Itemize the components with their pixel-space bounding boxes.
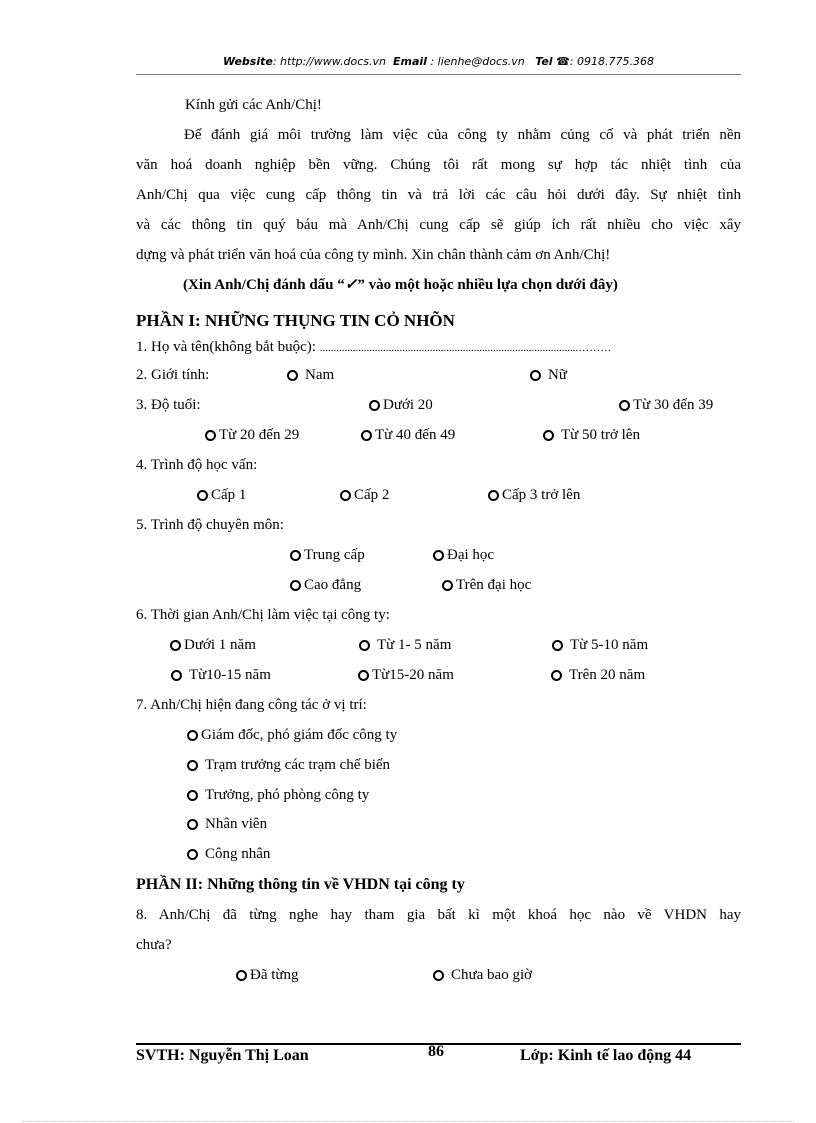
option-40-49[interactable] (361, 426, 455, 444)
radio-bullet-icon (187, 819, 198, 830)
option-label: Trưởng, phó phòng công ty (205, 787, 370, 803)
q3-label: 3. Độ tuổi: (136, 397, 201, 413)
option-label: Trên đại học (456, 577, 532, 593)
option-20-29[interactable] (205, 426, 299, 444)
email-value: : lienhe@docs.vn (426, 55, 525, 68)
radio-bullet-icon (442, 580, 453, 591)
option-duoi-1-nam[interactable] (170, 636, 256, 654)
radio-bullet-icon (358, 670, 369, 681)
tel-label: Tel (535, 55, 553, 68)
radio-bullet-icon (205, 430, 216, 441)
page-edge-dots (22, 1121, 794, 1122)
option-label: Trên 20 năm (569, 667, 646, 683)
intro-line-1: Để đánh giá môi trường làm việc của công ty nhằm củng cố và phát triển nền (184, 127, 741, 143)
option-label: Đã từng (250, 967, 299, 983)
option-label: Cấp 3 trở lên (502, 487, 581, 503)
option-nu[interactable] (530, 366, 567, 384)
option-label: Từ 30 đến 39 (633, 397, 714, 413)
option-label: Nhân viên (205, 816, 268, 832)
option-label: Công nhân (205, 846, 271, 862)
footer-author: SVTH: Nguyễn Thị Loan (136, 1047, 309, 1064)
tel-value: : 0918.775.368 (569, 55, 654, 68)
option-label: Nam (305, 367, 335, 383)
option-label: Trạm trưởng các trạm chế biến (205, 757, 391, 773)
option-label: Dưới 1 năm (184, 637, 256, 653)
option-label: Cấp 2 (354, 487, 390, 503)
radio-bullet-icon (433, 550, 444, 561)
q8-line-2: chưa? (136, 937, 172, 953)
radio-bullet-icon (287, 370, 298, 381)
option-label: Cấp 1 (211, 487, 247, 503)
q4-label: 4. Trình độ học vấn: (136, 457, 258, 473)
option-15-20-nam[interactable] (358, 666, 454, 684)
option-label: Từ15-20 năm (372, 667, 454, 683)
radio-bullet-icon (187, 849, 198, 860)
option-5-10-nam[interactable] (552, 636, 648, 654)
radio-bullet-icon (361, 430, 372, 441)
option-dai-hoc[interactable] (433, 546, 494, 564)
option-cao-dang[interactable] (290, 576, 361, 594)
radio-bullet-icon (488, 490, 499, 501)
option-10-15-nam[interactable] (171, 666, 271, 684)
option-nam[interactable] (287, 366, 334, 384)
q6-label: 6. Thời gian Anh/Chị làm việc tại công ty: (136, 607, 390, 623)
option-label: Giám đốc, phó giám đốc công ty (201, 727, 398, 743)
check-mark-icon: ✓ (344, 277, 358, 293)
option-duoi-20[interactable] (369, 396, 433, 414)
part1-title: PHẦN I: NHỮNG THỤNG TIN CỎ NHÕN (136, 311, 455, 330)
radio-bullet-icon (187, 730, 198, 741)
intro-line-2: văn hoá doanh nghiệp bền vững. Chúng tôi rất mong sự hợp tác nhiệt tình của (136, 157, 741, 173)
email-label: Email (393, 55, 427, 68)
page-number: 86 (428, 1043, 444, 1060)
radio-bullet-icon (170, 640, 181, 651)
option-cap-1[interactable] (197, 486, 246, 504)
option-label: Trung cấp (304, 547, 365, 563)
radio-bullet-icon (290, 580, 301, 591)
radio-bullet-icon (433, 970, 444, 981)
website-value: : http://www.docs.vn (272, 55, 387, 68)
radio-bullet-icon (171, 670, 182, 681)
option-label: Đại học (447, 547, 495, 563)
option-cap-3[interactable] (488, 486, 580, 504)
instruction-before: (Xin Anh/Chị đánh dấu “ (183, 277, 345, 293)
instruction (183, 276, 618, 294)
option-label: Nữ (548, 367, 567, 383)
option-tram-truong[interactable] (187, 756, 390, 774)
footer-class: Lớp: Kinh tế lao động 44 (520, 1047, 692, 1064)
radio-bullet-icon (552, 640, 563, 651)
q5-label: 5. Trình độ chuyên môn: (136, 517, 284, 533)
option-label: Từ 50 trở lên (561, 427, 640, 443)
option-label: Cao đẳng (304, 577, 362, 593)
q7-label: 7. Anh/Chị hiện đang công tác ở vị trí: (136, 697, 367, 713)
radio-bullet-icon (543, 430, 554, 441)
option-label: Từ 40 đến 49 (375, 427, 456, 443)
intro-line-4: và các thông tin quý báu mà Anh/Chị cung cấp sẽ giúp ích rất nhiều cho việc xây (136, 217, 741, 233)
radio-bullet-icon (359, 640, 370, 651)
option-label: Từ10-15 năm (189, 667, 271, 683)
option-giam-doc[interactable] (187, 726, 397, 744)
option-label: Chưa bao giờ (451, 967, 533, 983)
part2-title: PHẦN II: Những thông tin về VHDN tại công ty (136, 876, 465, 893)
radio-bullet-icon (619, 400, 630, 411)
radio-bullet-icon (340, 490, 351, 501)
radio-bullet-icon (290, 550, 301, 561)
option-cong-nhan[interactable] (187, 845, 270, 863)
radio-bullet-icon (197, 490, 208, 501)
option-label: Từ 5-10 năm (570, 637, 649, 653)
radio-bullet-icon (369, 400, 380, 411)
header-rule (136, 74, 741, 75)
q1-label: 1. Họ và tên(không bắt buộc): (136, 339, 320, 355)
radio-bullet-icon (187, 790, 198, 801)
option-trung-cap[interactable] (290, 546, 365, 564)
radio-bullet-icon (551, 670, 562, 681)
q1-row (136, 338, 611, 357)
intro-line-5: dựng và phát triển văn hoá của công ty mình. Xin chân thành cảm ơn Anh/Chị! (136, 247, 611, 263)
option-tren-20-nam[interactable] (551, 666, 645, 684)
q2-label: 2. Giới tính: (136, 367, 210, 383)
name-input-blank[interactable]: ..............................................................................................……… (319, 342, 612, 354)
page-header (136, 55, 741, 68)
option-1-5-nam[interactable] (359, 636, 451, 654)
option-tren-dai-hoc[interactable] (442, 576, 531, 594)
option-chua-bao-gio[interactable] (433, 966, 532, 984)
option-label: Dưới 20 (383, 397, 433, 413)
option-50-plus[interactable] (543, 426, 640, 444)
option-label: Từ 20 đến 29 (219, 427, 300, 443)
option-30-39[interactable] (619, 396, 713, 414)
instruction-after: ” vào một hoặc nhiều lựa chọn dưới đây) (357, 277, 618, 293)
option-nhan-vien[interactable] (187, 815, 267, 833)
radio-bullet-icon (236, 970, 247, 981)
option-truong-pho-phong[interactable] (187, 786, 369, 804)
radio-bullet-icon (530, 370, 541, 381)
q8-line-1: 8. Anh/Chị đã từng nghe hay tham gia bất kì một khoá học nào về VHDN hay (136, 907, 741, 923)
option-da-tung[interactable] (236, 966, 299, 984)
option-cap-2[interactable] (340, 486, 389, 504)
greeting: Kính gửi các Anh/Chị! (185, 97, 322, 113)
website-label: Website (223, 55, 273, 68)
radio-bullet-icon (187, 760, 198, 771)
phone-icon: ☎ (556, 55, 570, 68)
option-label: Từ 1- 5 năm (377, 637, 452, 653)
intro-line-3: Anh/Chị qua việc cung cấp thông tin và trả lời các câu hỏi dưới đây. Sự nhiệt tình (136, 187, 741, 203)
